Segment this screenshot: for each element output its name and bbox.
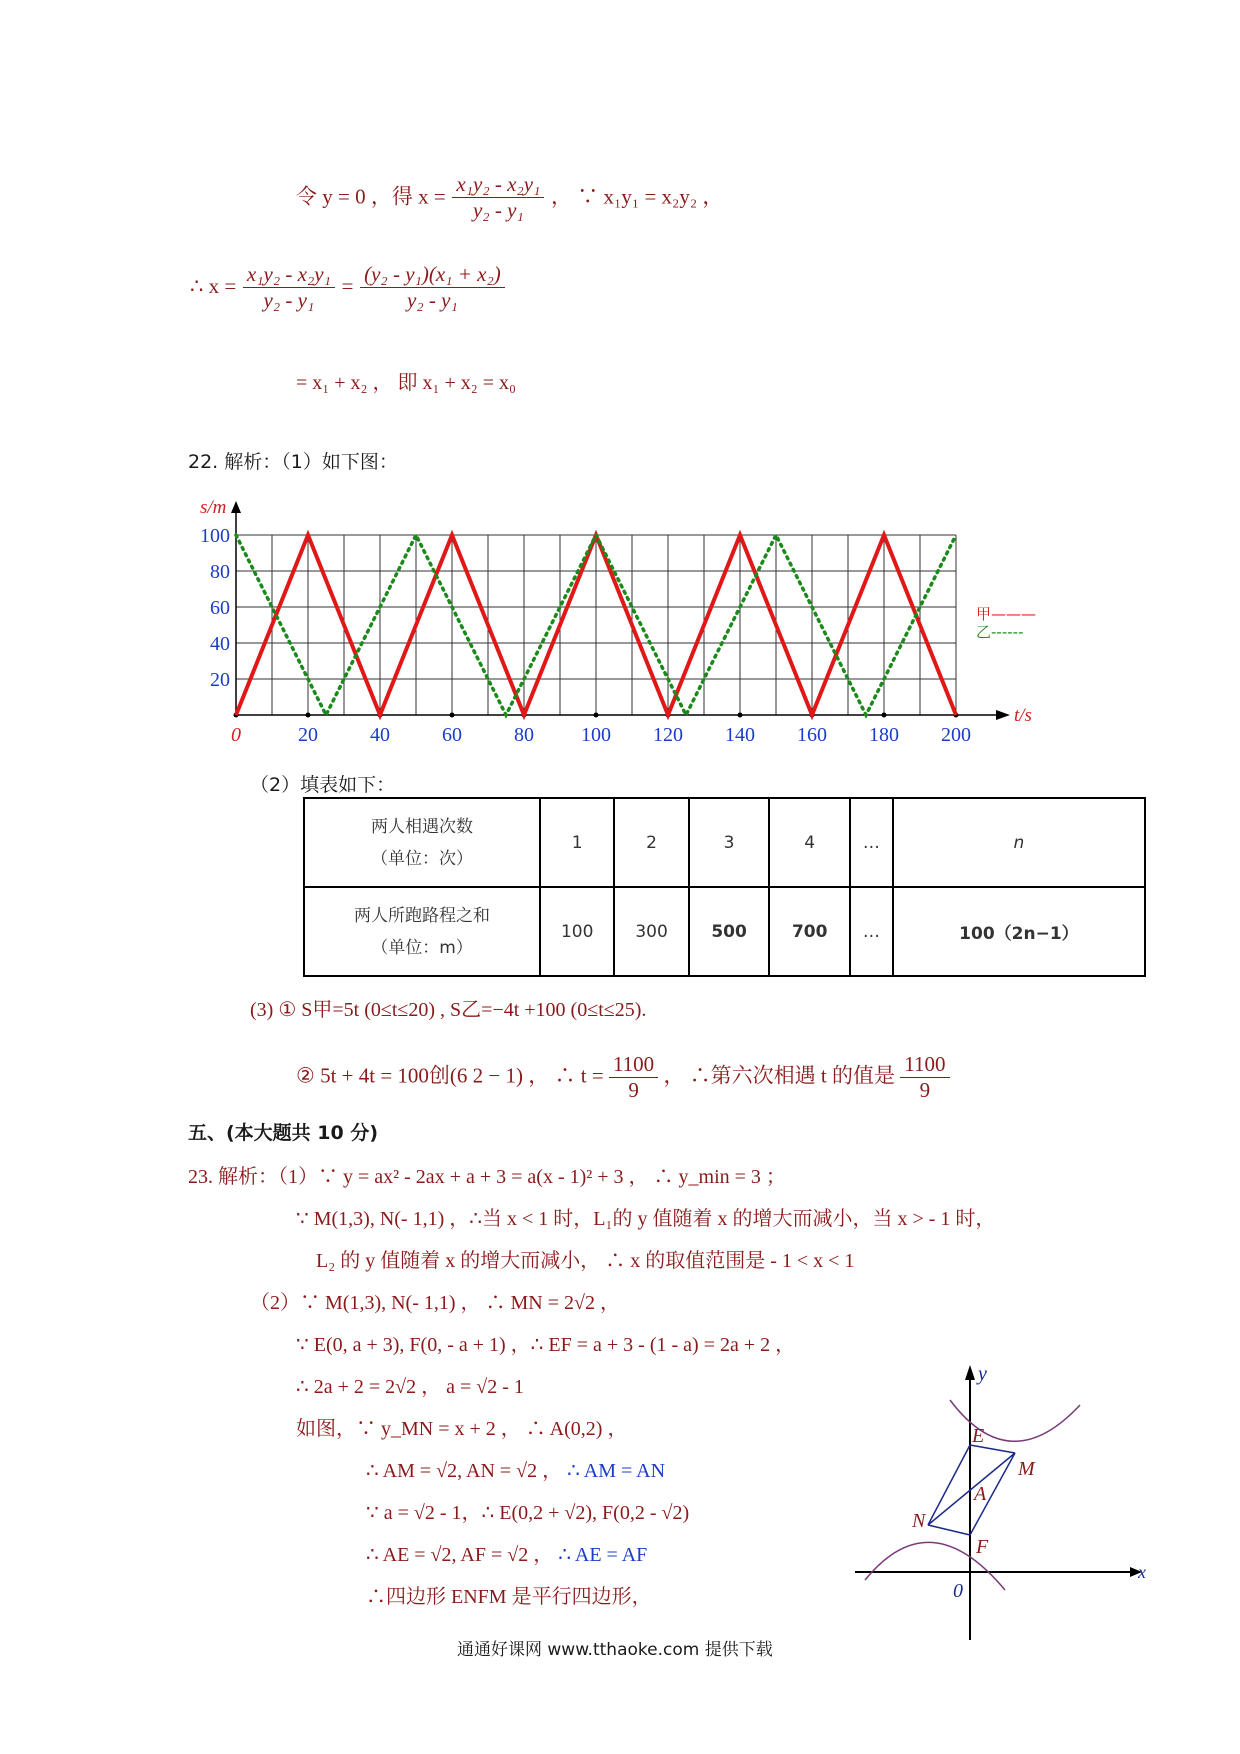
q23-line-9: ∵ a = √2 - 1，∴ E(0,2 + √2), F(0,2 - √2) — [366, 1502, 690, 1524]
label-e: E — [972, 1425, 985, 1447]
x-tick-label: 0 — [231, 724, 241, 746]
eq1-tail: ， ∵ x₁y₁ = x₂y₂ ， — [551, 184, 724, 209]
part3-2-text-b: ， ∴第六次相遇 t 的值是 — [663, 1063, 896, 1088]
table-cell: 700 — [769, 887, 850, 976]
label-f: F — [976, 1536, 989, 1558]
line-10-b: ∴ AE = AF — [558, 1544, 648, 1566]
label-origin: 0 — [953, 1580, 963, 1602]
q22-part3-2 — [296, 1052, 950, 1103]
y-axis-label: s/m — [200, 497, 227, 518]
x-tick-dot — [882, 713, 887, 718]
eq2-fraction-1 — [243, 262, 335, 313]
section-5-heading: 五、(本大题共 10 分) — [188, 1122, 379, 1144]
eq2-fraction-2 — [360, 262, 505, 313]
legend-entry: 乙------ — [976, 623, 1024, 641]
x-tick-label: 140 — [725, 724, 755, 746]
table-cell: … — [850, 887, 893, 976]
table-cell: … — [850, 798, 893, 887]
table-cell: 4 — [769, 798, 850, 887]
header-unit: （单位：m） — [371, 937, 473, 958]
legend-entry: 甲——— — [976, 605, 1037, 623]
eq1-denominator: y₂ - y₁ — [472, 198, 524, 222]
label-a: A — [974, 1483, 987, 1505]
table-cell: 2 — [614, 798, 688, 887]
eq2-den1: y₂ - y₁ — [263, 288, 315, 312]
q23-line-1: 23. 解析：（1）∵ y = ax² - 2ax + a + 3 = a(x - 1)² + 3 ， ∴ y_min = 3 ； — [188, 1166, 786, 1188]
x-tick-label: 20 — [298, 724, 318, 746]
table-cell: 3 — [689, 798, 770, 887]
eq2-num1: x₁y₂ - x₂y₁ — [243, 262, 335, 288]
part3-2-text-a: ② 5t + 4t = 100创(6 2 − 1) ， ∴ t = — [296, 1063, 604, 1088]
y-tick-label: 100 — [200, 525, 230, 547]
x-tick-label: 180 — [869, 724, 899, 746]
q23-line-3: L₂ 的 y 值随着 x 的增大而减小， ∴ x 的取值范围是 - 1 < x < 1 — [316, 1250, 855, 1272]
table-cell: 1 — [540, 798, 614, 887]
table-header-cell — [304, 798, 540, 887]
q23-line-8 — [366, 1454, 665, 1483]
equation-line-2 — [190, 262, 505, 313]
eq2-den2: y₂ - y₁ — [407, 288, 458, 312]
line-8-b: ∴ AM = AN — [567, 1460, 666, 1482]
table-cell: 300 — [614, 887, 688, 976]
line-10-a: ∴ AE = √2, AF = √2 ， — [366, 1544, 554, 1566]
x-tick-label: 40 — [370, 724, 390, 746]
x-tick-label: 160 — [797, 724, 827, 746]
x-axis-label: t/s — [1014, 705, 1032, 726]
y-axis-arrow-icon — [231, 501, 241, 513]
y-axis-arrow-icon — [965, 1365, 975, 1380]
eq2-equals: = — [341, 274, 354, 298]
eq2-head: ∴ x = — [190, 274, 237, 298]
segment-ne — [928, 1445, 970, 1525]
eq1-fraction — [452, 172, 544, 223]
header-unit: （单位：次） — [371, 848, 473, 869]
q23-line-4: （2）∵ M(1,3), N(- 1,1) ， ∴ MN = 2√2 ， — [250, 1292, 621, 1314]
x-tick-dot — [738, 713, 743, 718]
frac-den: 9 — [919, 1078, 931, 1102]
q23-line-7: 如图，∵ y_MN = x + 2 ， ∴ A(0,2) ， — [296, 1418, 628, 1440]
q23-line-10 — [366, 1538, 647, 1567]
table-row — [304, 798, 1145, 887]
label-m: M — [1018, 1458, 1035, 1480]
equation-line-1 — [296, 172, 723, 223]
y-tick-label: 60 — [210, 597, 230, 619]
eq2-num2: (y₂ - y₁)(x₁ + x₂) — [360, 262, 505, 288]
q23-line-2: ∵ M(1,3), N(- 1,1) ，∴当 x < 1 时，L₁的 y 值随着 x 的增大而减小，当 x > - 1 时， — [296, 1208, 996, 1230]
label-x: x — [1138, 1562, 1146, 1582]
table-header-cell — [304, 887, 540, 976]
x-tick-label: 100 — [581, 724, 611, 746]
x-axis-arrow-icon — [996, 710, 1010, 720]
q22-heading: 22. 解析：（1）如下图： — [188, 451, 398, 473]
q22-part2: （2）填表如下： — [250, 774, 396, 796]
frac-num: 1100 — [609, 1052, 658, 1078]
distance-time-chart — [180, 490, 1080, 760]
y-tick-label: 80 — [210, 561, 230, 583]
x-tick-label: 200 — [941, 724, 971, 746]
table-cell: 100 — [540, 887, 614, 976]
y-tick-label: 20 — [210, 669, 230, 691]
x-tick-dot — [450, 713, 455, 718]
x-tick-dot — [594, 713, 599, 718]
header-label: 两人所跑路程之和 — [354, 905, 490, 926]
meeting-table — [303, 797, 1146, 977]
part3-2-fraction — [609, 1052, 658, 1103]
label-y: y — [978, 1363, 987, 1385]
frac-num: 1100 — [900, 1052, 949, 1078]
part3-2-fraction-2 — [900, 1052, 949, 1103]
q23-line-5: ∵ E(0, a + 3), F(0, - a + 1) ，∴ EF = a + 3 - (1 - a) = 2a + 2 ， — [296, 1334, 796, 1356]
label-n: N — [912, 1510, 926, 1532]
q23-line-6: ∴ 2a + 2 = 2√2 ， a = √2 - 1 — [296, 1376, 524, 1398]
footer-credit: 通通好课网 www.tthaoke.com 提供下载 — [457, 1640, 773, 1660]
table-row — [304, 887, 1145, 976]
segment-fn — [928, 1525, 970, 1535]
q22-part3-1: (3) ① S甲=5t (0≤t≤20) , S乙=−4t +100 (0≤t≤25). — [250, 999, 647, 1021]
eq1-text: 令 y = 0 ，得 x = — [296, 184, 446, 209]
x-tick-label: 80 — [514, 724, 534, 746]
table-cell: n — [893, 798, 1145, 887]
table-cell: 100（2n−1） — [893, 887, 1145, 976]
line-8-a: ∴ AM = √2, AN = √2 ， — [366, 1460, 563, 1482]
q23-line-11: ∴四边形 ENFM 是平行四边形， — [366, 1586, 652, 1608]
x-tick-label: 60 — [442, 724, 462, 746]
eq1-numerator: x₁y₂ - x₂y₁ — [452, 172, 544, 198]
segment-nm — [928, 1453, 1015, 1525]
header-label: 两人相遇次数 — [371, 816, 473, 837]
y-tick-label: 40 — [210, 633, 230, 655]
frac-den: 9 — [628, 1078, 639, 1102]
table-cell: 500 — [689, 887, 770, 976]
equation-line-3: = x₁ + x₂ ， 即 x₁ + x₂ = x₀ — [296, 372, 516, 394]
x-tick-label: 120 — [653, 724, 683, 746]
x-tick-dot — [306, 713, 311, 718]
parabola-figure — [850, 1350, 1150, 1650]
